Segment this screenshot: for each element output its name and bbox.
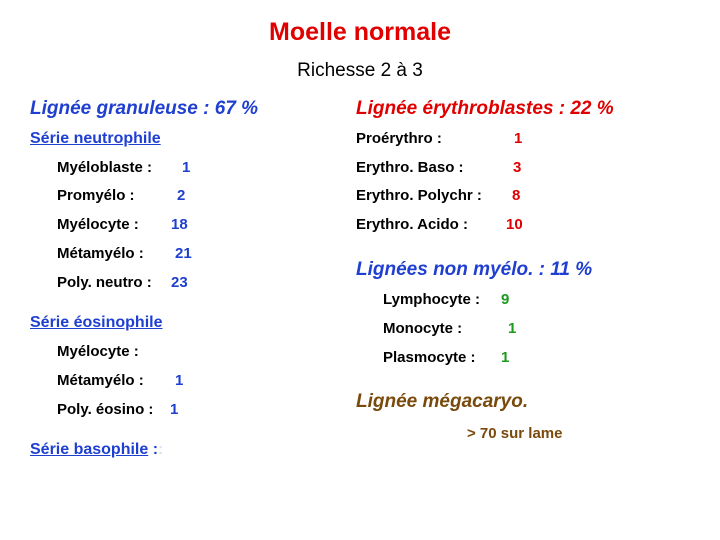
neutro-row-value: 23 bbox=[171, 274, 188, 291]
neutro-row-label: Promyélo : bbox=[57, 187, 135, 204]
megacaryo-value: > 70 sur lame bbox=[467, 425, 563, 442]
serie-basophile-label: Série basophile bbox=[30, 441, 149, 458]
erythro-row-value: 8 bbox=[512, 187, 521, 204]
non-myelo-heading: Lignées non myélo. : 11 % bbox=[356, 259, 593, 280]
neutro-row-value: 18 bbox=[171, 216, 188, 233]
erythro-row-label: Proérythro : bbox=[356, 130, 442, 147]
neutro-row-label: Myélocyte : bbox=[57, 216, 139, 233]
non-myelo-row-label: Lymphocyte : bbox=[383, 291, 480, 308]
neutro-row-value: 1 bbox=[182, 159, 191, 176]
erythro-row-value: 10 bbox=[506, 216, 523, 233]
non-myelo-row-value: 1 bbox=[501, 349, 510, 366]
neutro-row-value: 2 bbox=[177, 187, 186, 204]
erythro-heading: Lignée érythroblastes : 22 % bbox=[356, 98, 614, 119]
granuleuse-heading: Lignée granuleuse : 67 % bbox=[30, 98, 259, 119]
neutro-row-label: Métamyélo : bbox=[57, 245, 144, 262]
eosino-row-label: Myélocyte : bbox=[57, 343, 139, 360]
serie-basophile bbox=[30, 441, 163, 459]
erythro-row-label: Erythro. Acido : bbox=[356, 216, 468, 233]
neutro-row-label: Myéloblaste : bbox=[57, 159, 153, 176]
eosino-row-label: Métamyélo : bbox=[57, 372, 144, 389]
page-subtitle: Richesse 2 à 3 bbox=[297, 60, 423, 81]
serie-basophile-colon: : bbox=[148, 441, 159, 458]
non-myelo-row-value: 9 bbox=[501, 291, 510, 308]
neutro-row-value: 21 bbox=[175, 245, 192, 262]
serie-basophile-faint-mark: : bbox=[158, 441, 164, 458]
neutro-row-label: Poly. neutro : bbox=[57, 274, 152, 291]
megacaryo-heading: Lignée mégacaryo. bbox=[356, 391, 529, 412]
eosino-row-value: 1 bbox=[170, 401, 179, 418]
page-title: Moelle normale bbox=[269, 18, 451, 46]
serie-neutrophile-label: Série neutrophile bbox=[30, 130, 161, 147]
erythro-row-value: 1 bbox=[514, 130, 523, 147]
non-myelo-row-value: 1 bbox=[508, 320, 517, 337]
eosino-row-label: Poly. éosino : bbox=[57, 401, 154, 418]
non-myelo-row-label: Monocyte : bbox=[383, 320, 463, 337]
erythro-row-label: Erythro. Polychr : bbox=[356, 187, 482, 204]
eosino-row-value: 1 bbox=[175, 372, 184, 389]
erythro-row-label: Erythro. Baso : bbox=[356, 159, 464, 176]
non-myelo-row-label: Plasmocyte : bbox=[383, 349, 476, 366]
erythro-row-value: 3 bbox=[513, 159, 522, 176]
serie-eosinophile-label: Série éosinophile bbox=[30, 314, 163, 331]
